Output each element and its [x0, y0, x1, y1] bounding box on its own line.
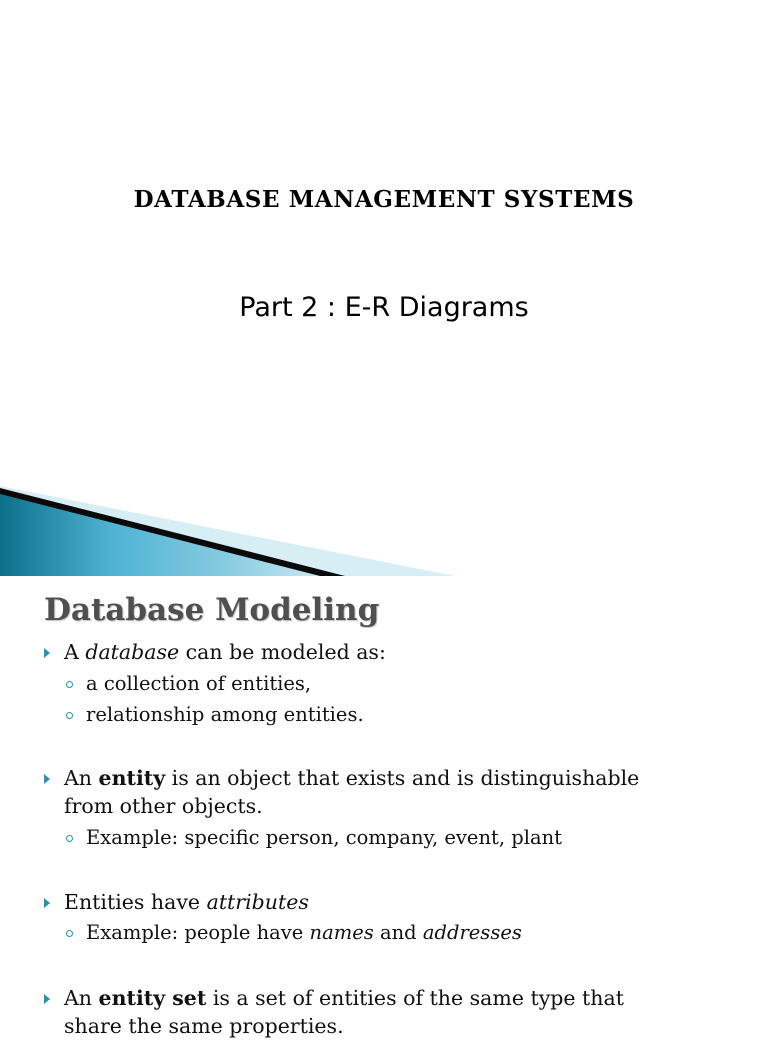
sub-bullet-circle-icon — [66, 930, 73, 937]
bullet-2-continued: from other objects. — [64, 794, 263, 818]
slide-subtitle: Part 2 : E-R Diagrams — [239, 292, 529, 323]
content-slide — [0, 576, 768, 1038]
bullet-2: An entity is an object that exists and is distinguishable — [64, 766, 640, 790]
bullet-arrow-icon — [44, 898, 50, 908]
bullet-1-sub-2: relationship among entities. — [86, 703, 364, 726]
bullet-3-sub-1: Example: people have names and addresses — [86, 921, 522, 944]
bullet-3: Entities have attributes — [64, 890, 309, 914]
slide-heading: Database Modeling — [44, 592, 380, 628]
bullet-arrow-icon — [44, 774, 50, 784]
slide-title: DATABASE MANAGEMENT SYSTEMS — [133, 186, 635, 213]
bullet-4: An entity set is a set of entities of the same type that — [64, 986, 624, 1010]
sub-bullet-circle-icon — [66, 712, 73, 719]
sub-bullet-circle-icon — [66, 835, 73, 842]
bullet-arrow-icon — [44, 648, 50, 658]
bullet-4-continued: share the same properties. — [64, 1014, 344, 1038]
bullet-arrow-icon — [44, 994, 50, 1004]
bullet-1-sub-1: a collection of entities, — [86, 672, 312, 695]
bullet-2-sub-1: Example: specific person, company, event, plant — [86, 826, 563, 849]
decorative-swoosh — [0, 480, 768, 576]
sub-bullet-circle-icon — [66, 681, 73, 688]
bullet-1: A database can be modeled as: — [64, 640, 386, 664]
